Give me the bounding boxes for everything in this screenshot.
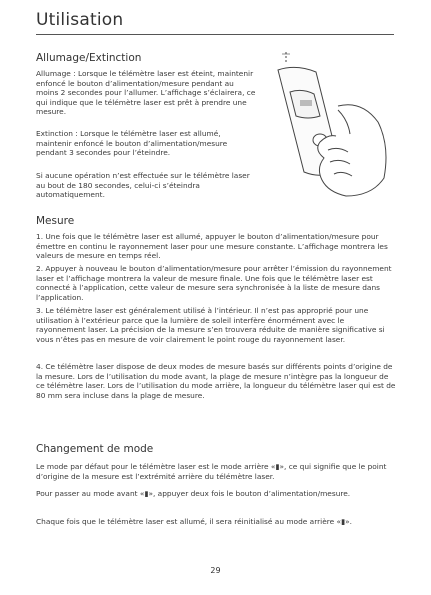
mode-switch-paragraph: Pour passer au mode avant «▮», appuyer deux fois le bouton d’alimentation/mesure. (36, 489, 351, 498)
measure-step-1: 1. Une fois que le télémètre laser est allumé, appuyer le bouton d’alimentation/mesure pour émettre en continu le rayonnement laser pour une mesure constante. L’affichage montrera les valeurs de mesure en temps réel. (36, 232, 388, 261)
section-heading-measure: Mesure (36, 215, 75, 227)
measure-step-2: 2. Appuyer à nouveau le bouton d’alimentation/mesure pour arrêter l’émission du rayonnement laser et l’affichage montrera la valeur de mesure finale. Une fois que le télémètre laser est connecté à l’application, cette valeur de mesure sera synchronisée à la liste de mesure dans l’application. (36, 264, 392, 302)
laser-meter-hand-illustration (268, 50, 392, 200)
title-divider (36, 34, 394, 35)
section-heading-power: Allumage/Extinction (36, 52, 142, 64)
power-on-paragraph: Allumage : Lorsque le télémètre laser est éteint, maintenir enfoncé le bouton d’alimentation/mesure pendant au moins 2 secondes pour l’allumer. L’affichage s’éclairera, ce qui indique que le télémètre laser est prêt à prendre une mesure. (36, 69, 256, 117)
measure-step-4: 4. Ce télémètre laser dispose de deux modes de mesure basés sur différents points d’origine de la mesure. Lors de l’utilisation du mode avant, la plage de mesure n’intègre pas la longueur de ce télémètre laser. Lors de l’utilisation du mode arrière, la longueur du télémètre laser qui est de 80 mm sera incluse dans la plage de mesure. (36, 362, 396, 400)
page-number: 29 (210, 566, 221, 575)
auto-off-paragraph: Si aucune opération n’est effectuée sur le télémètre laser au bout de 180 secondes, celui-ci s’éteindra automatiquement. (36, 171, 250, 200)
section-heading-mode: Changement de mode (36, 443, 154, 455)
mode-reset-paragraph: Chaque fois que le télémètre laser est allumé, il sera réinitialisé au mode arrière «▮». (36, 517, 352, 526)
power-off-paragraph: Extinction : Lorsque le télémètre laser est allumé, maintenir enfoncé le bouton d’alimentation/mesure pendant 3 secondes pour l’éteindre. (36, 129, 228, 158)
mode-default-paragraph: Le mode par défaut pour le télémètre laser est le mode arrière «▮», ce qui signifie que le point d’origine de la mesure est l’extrémité arrière du télémètre laser. (36, 462, 387, 481)
page-title: Utilisation (36, 10, 124, 30)
measure-step-3: 3. Le télémètre laser est généralement utilisé à l’intérieur. Il n’est pas approprié pour une utilisation à l’extérieur parce que la lumière de soleil interfère énormément avec le rayonnement laser. La précision de la mesure s’en trouvera réduite de manière significative si vous n’êtes pas en mesure de voir clairement le point rouge du rayonnement laser. (36, 306, 385, 344)
